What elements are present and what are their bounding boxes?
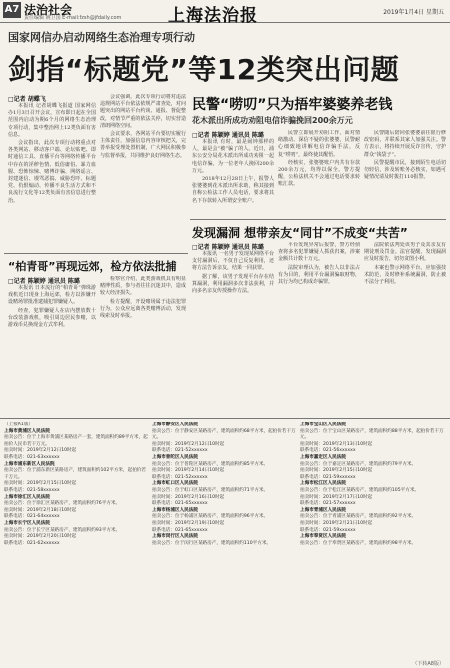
- story-four-headline: 发现漏洞 想带亲友“同甘”不成变“共苦”: [192, 226, 408, 240]
- notice-line: 拍卖时间：2019年2月18日10时起: [4, 507, 77, 513]
- notice-line: 拍卖时间：2019年2月13日10时起: [300, 441, 373, 447]
- story-three-body-1: [8, 285, 96, 329]
- notice-court-name: 上海市松江区人民法院: [300, 481, 346, 487]
- auction-notices: [0, 418, 450, 668]
- story-four-column-2: [278, 242, 360, 414]
- paragraph: 本案也警示网络平台，应加强技术防范，及时修补系统漏洞，防止被不法分子利用。: [364, 264, 446, 286]
- side-body-3: [364, 130, 446, 181]
- notice-court-name: 上海市虹口区人民法院: [152, 481, 198, 487]
- divider: [4, 253, 188, 254]
- notice-line: 拍卖公告：位于闵行区某路房产，建筑面积约110平方米。: [152, 540, 272, 546]
- notice-line: 拍卖公告：位于徐汇区某路房产，建筑面积约76平方米。: [4, 501, 121, 507]
- notice-court-name: 上海市静安区人民法院: [152, 422, 198, 427]
- notice-line: 联系电话：021-52xxxxxx: [152, 474, 208, 480]
- story-three-column-1: [8, 276, 96, 414]
- paragraph: 民警随后陪同张婆婆前往银行修改密码，并联系其家人加强关注。警方表示，将持续开展反诈宣传，守护群众“钱袋子”。: [364, 130, 446, 158]
- story-four-body-3: [364, 242, 446, 286]
- notice-line: 拍卖公告：位于静安区某路房产，建筑面积约68平方米，起拍价若干万元。: [152, 428, 296, 441]
- notice-court-name: 上海市长宁区人民法院: [4, 520, 50, 526]
- notice-line: 拍卖公告：位于上海市黄浦区某路房产一套，建筑面积约89平方米，起拍价人民币若干万元。: [4, 435, 148, 447]
- side-story-headline: 民警“唠叨”只为捂牢婆婆养老钱: [192, 97, 393, 113]
- notice-line: 拍卖时间：2019年2月15日10时起: [4, 481, 77, 487]
- notice-line: 拍卖时间：2019年2月15日10时起: [300, 468, 373, 474]
- notice-column-2: [152, 422, 298, 666]
- notice-line: 拍卖时间：2019年2月14日10时起: [152, 468, 225, 474]
- notice-line: 拍卖时间：2019年2月17日10时起: [300, 494, 373, 500]
- paragraph: 会议指出，此次专项行动将重点对各类网站、移动客户端、论坛贴吧、即时通信工具、直播平台等网络传播平台中存在的淫秽色情、低俗庸俗、暴力血腥、恐怖惊悚、赌博诈骗、网络谣言、封建迷信、谩骂恶搞、威胁恐吓、标题党、仇恨煽动、传播不良生活方式和不良流行文化等12类负面有害信息进行整治。: [8, 140, 96, 204]
- story-four-body-2: [278, 242, 360, 286]
- paragraph: 会议强调，此次专项行动将对违法违规网站平台依法依规严肃查处，对问题突出的网站平台约谈、通报、督促整改，对情节严重的依法关停，切实营造清朗网络空间。: [100, 94, 186, 129]
- notice-line: 拍卖公告：位于虹口区某路房产，建筑面积约71平方米。: [152, 487, 269, 493]
- paragraph: 法院依法判处该男子及其亲友有期徒刑及罚金。法官提醒，发现漏洞应及时报告，切勿贪图小利。: [364, 242, 446, 263]
- notice-court-name: 上海市徐汇区人民法院: [4, 494, 50, 500]
- side-column-3: [364, 130, 446, 216]
- notice-line: 拍卖公告：位于普陀区某路房产，建筑面积约85平方米。: [152, 461, 269, 467]
- notice-line: 联系电话：021-58xxxxxx: [4, 487, 60, 493]
- notice-court-name: 上海市奉贤区人民法院: [300, 534, 346, 540]
- notice-line: 联系电话：021-52xxxxxx: [152, 448, 208, 454]
- paragraph: 民警立即展开劝阻工作，面对情绪激动、深信不疑的张婆婆，民警耐心细致地讲解电信诈骗手法，反复“唠叨”，最终使其醒悟。: [278, 130, 360, 158]
- lead-headline: 剑指“标题党”等12类突出问题: [8, 53, 400, 86]
- issue-date: 2019年1月4日 星期五: [383, 9, 444, 16]
- notice-court-name: 上海市嘉定区人民法院: [300, 454, 346, 460]
- notice-line: 联系电话：021-65xxxxxx: [152, 501, 208, 507]
- notice-line: 联系电话：021-56xxxxxx: [300, 448, 356, 454]
- notice-court-name: 上海市浦东新区人民法院: [4, 461, 55, 467]
- notice-column-3: [300, 422, 446, 666]
- paragraph: 2018年12月28日上午，报警人张婆婆到花木派出所求助，称其接到自称公检法工作人员电话，要求将其名下存款转入所谓安全账户。: [192, 176, 274, 204]
- paragraph: 经核实，张婆婆账户内共有存款200余万元，均得以保全。警方提醒，公检法机关不会通过电话要求转账汇款。: [278, 159, 360, 188]
- story-four-column-1: [192, 242, 274, 414]
- side-story-subheadline: 花木派出所成功劝阻电信诈骗挽回200余万元: [192, 116, 353, 125]
- notice-court-name: 上海市青浦区人民法院: [300, 507, 346, 513]
- notice-line: 拍卖时间：2019年2月19日10时起: [152, 520, 225, 526]
- paragraph: 经查，犯罪嫌疑人在店内摆放数十台改装游戏机，吸引周边居民参赌，以游戏币兑换现金方式牟利。: [8, 307, 96, 329]
- paragraph: 本报讯 有时，最是闹钟那样的人，最是会“被”骗了的人。近日，浦东公安分局花木派出所成功劝阻一起电信诈骗，为一位老年人挽回200余万元。: [192, 139, 274, 174]
- story-three-byline: □记者 陈颖婷 通讯员 陈璐: [8, 278, 80, 285]
- notice-line: 拍卖公告：位于青浦区某路房产，建筑面积约92平方米。: [300, 514, 417, 520]
- paragraph: 检方提醒，开设赌场属于违法犯罪行为，公众应远离各类赌博活动，发现线索及时举报。: [100, 298, 186, 320]
- notice-line: 联系电话：021-64xxxxxx: [4, 514, 60, 520]
- notice-line: 拍卖公告：位于奉贤区某路房产，建筑面积约98平方米。: [300, 540, 417, 546]
- paragraph: 本报讯 记者胡蝶飞报道 国家网信办1月3日召开会议，宣布即日起在全国范围内启动为期6个月的网络生态治理专项行动，集中整治网上12类负面有害信息。: [8, 103, 96, 138]
- side-byline: □记者 陈颖婷 通讯员 陈璐: [192, 132, 264, 139]
- notice-court-name: 上海市杨浦区人民法院: [152, 507, 198, 513]
- notice-line: 拍卖时间：2019年2月12日10时起: [4, 448, 77, 454]
- side-body-1: [192, 139, 274, 205]
- notice-court-name: 上海市闵行区人民法院: [152, 534, 198, 540]
- notice-line: 拍卖公告：位于宝山区某路房产，建筑面积约88平方米，起拍价若干万元。: [300, 428, 444, 441]
- lead-column-1: [8, 94, 96, 250]
- divider: [190, 219, 446, 220]
- continued-note: （下转A8版）: [412, 661, 444, 667]
- lead-column-2: [100, 94, 186, 250]
- notice-line: 联系电话：021-59xxxxxx: [300, 527, 356, 533]
- paragraph: 民警提醒市民，接到陌生电话切勿轻信，涉及转账务必核实，如遇可疑情况请及时拨打110报警。: [364, 159, 446, 181]
- paragraph: 法院审理认为，被告人以非法占有为目的，利用平台漏洞骗取财物，其行为均已构成诈骗罪。: [278, 264, 360, 286]
- paragraph: 会议要求，各网站平台要切实履行主体责任，加强信息内容审核把关，完善举报受理处置机制，广大网民积极参与监督举报，共同维护良好网络生态。: [100, 131, 186, 159]
- side-column-1: [192, 130, 274, 216]
- notice-line: 拍卖时间：2019年2月12日10时起: [152, 441, 225, 447]
- lead-body-1: [8, 103, 96, 205]
- notice-line: 联系电话：021-63xxxxxx: [4, 454, 60, 460]
- notice-court-name: 上海市普陀区人民法院: [152, 454, 198, 460]
- paragraph: 平台发现异常后报警，警方经侦查将多名犯罪嫌疑人抓获归案，涉案金额共计数十万元。: [278, 242, 360, 263]
- story-four-body-1: [192, 251, 274, 295]
- story-four-byline: □记者 陈颖婷 通讯员 陈璐: [192, 244, 264, 251]
- story-three-body-2: [100, 276, 186, 320]
- notice-court-name: 上海市宝山区人民法院: [300, 422, 346, 427]
- story-four-column-3: [364, 242, 446, 414]
- notice-line: 拍卖公告：位于杨浦区某路房产，建筑面积约96平方米。: [152, 514, 269, 520]
- lead-body-2: [100, 94, 186, 160]
- story-three-column-2: [100, 276, 186, 414]
- notice-line: 联系电话：021-57xxxxxx: [300, 501, 356, 507]
- notice-line: 拍卖时间：2019年2月21日10时起: [300, 520, 373, 526]
- notice-line: 联系电话：021-59xxxxxx: [300, 474, 356, 480]
- lead-byline: □记者 胡蝶飞: [8, 96, 46, 103]
- paragraph: 本报讯 一名男子发现某网络平台支付漏洞后，不仅自己反复利用，还将方法告诉亲友，结果一同获罪。: [192, 251, 274, 272]
- paragraph: 据了解，该男子发现平台存在结算漏洞，利用漏洞多次非法获利，并向多名亲友传授操作方法。: [192, 273, 274, 295]
- paragraph: 本报讯 日本流行的“柏青哥”弹珠游戏机近日现身上海远郊，检方以涉嫌开设赌场罪批准逮捕犯罪嫌疑人。: [8, 285, 96, 306]
- side-column-2: [278, 130, 360, 216]
- section-editor-line: 责任编辑 姚卫国 E-mail:fzsh@jfdaily.com: [24, 15, 122, 21]
- side-body-2: [278, 130, 360, 189]
- page-number-badge: A7: [3, 2, 21, 18]
- section-title: 法治社会: [24, 3, 73, 17]
- notice-court-name: 上海市黄浦区人民法院: [4, 428, 50, 434]
- notice-column-1: [4, 422, 150, 666]
- notice-line: 拍卖时间：2019年2月20日10时起: [4, 534, 77, 540]
- notice-line: 拍卖公告：位于松江区某路房产，建筑面积约105平方米。: [300, 487, 420, 493]
- paragraph: 检察官介绍，此类游戏机具有明显赌博性质，参与者往往沉迷其中，造成较大经济损失。: [100, 276, 186, 297]
- lead-kicker: 国家网信办启动网络生态治理专项行动: [8, 31, 195, 44]
- story-three-headline: “柏青哥”再现远郊，检方依法批捕: [8, 260, 177, 273]
- notice-line: （上接A1版）: [4, 422, 34, 427]
- notice-line: 拍卖公告：位于长宁区某路房产，建筑面积约93平方米。: [4, 527, 121, 533]
- newspaper-brand-logo: 上海法治报: [168, 6, 258, 26]
- notice-line: 联系电话：021-62xxxxxx: [4, 540, 60, 546]
- notice-line: 拍卖公告：位于嘉定区某路房产，建筑面积约79平方米。: [300, 461, 417, 467]
- notice-line: 拍卖公告：位于浦东新区某路房产，建筑面积约102平方米，起拍价若干万元。: [4, 468, 146, 480]
- masthead: [0, 0, 450, 26]
- notice-line: 联系电话：021-65xxxxxx: [152, 527, 208, 533]
- notice-line: 拍卖时间：2019年2月16日10时起: [152, 494, 225, 500]
